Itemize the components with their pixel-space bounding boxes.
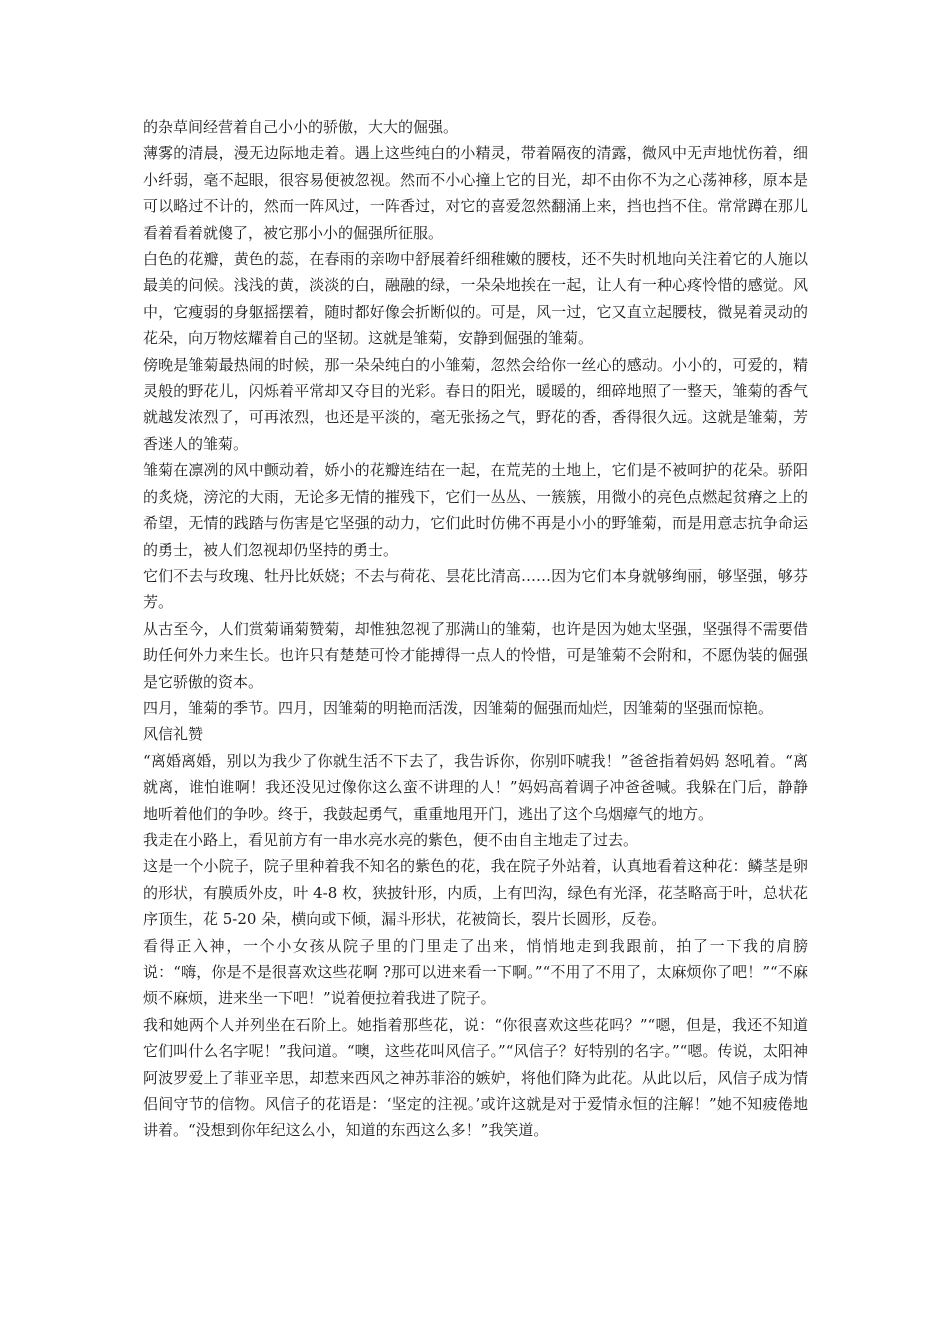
paragraph: 我走在小路上，看见前方有一串水亮水亮的紫色，便不由自主地走了过去。 [143, 830, 639, 849]
paragraph: 它们不去与玫瑰、牡丹比妖娆；不去与荷花、昙花比清高……因为它们本身就够绚丽，够坚强，够芬芳。 [143, 566, 808, 612]
paragraph: 傍晚是雏菊最热闹的时候，那一朵朵纯白的小雏菊，忽然会给你一丝心的感动。小小的，可爱的，精灵般的野花儿，闪烁着平常却又夺目的光彩。春日的阳光，暖暖的，细碎地照了一整天，雏菊的香气就越发浓烈了，可再浓烈，也还是平淡的，毫无张扬之气，野花的香，香得很久远。这就是雏菊，芳香迷人的雏菊。 [143, 355, 808, 453]
paragraph: 雏菊在凛冽的风中颤动着，娇小的花瓣连结在一起，在荒芜的土地上，它们是不被呵护的花朵。骄阳的炙烧，滂沱的大雨，无论多无情的摧残下，它们一丛丛、一簇簇，用微小的亮色点燃起贫瘠之上的希望，无情的践踏与伤害是它坚强的动力，它们此时仿佛不再是小小的野雏菊，而是用意志抗争命运的勇士，被人们忽视却仍坚持的勇士。 [143, 461, 808, 559]
paragraph: 我和她两个人并列坐在石阶上。她指着那些花，说：“你很喜欢这些花吗？”“嗯，但是，我还不知道它们叫什么名字呢！”我问道。“噢，这些花叫风信子。”“风信子？好特别的名字。”“嗯。传说，太阳神阿波罗爱上了菲亚辛思，却惹来西风之神苏菲浴的嫉妒，将他们降为此花。从此以后，风信子成为情侣间守节的信物。风信子的花语是：‘坚定的注视。’或许这就是对于爱情永恒的注解！”她不知疲倦地讲着。“没想到你年纪这么小，知道的东西这么多！”我笑道。 [143, 1015, 808, 1140]
paragraph: 薄雾的清晨，漫无边际地走着。遇上这些纯白的小精灵，带着隔夜的清露，微风中无声地忧伤着，细小纤弱，毫不起眼，很容易便被忽视。然而不小心撞上它的目光，却不由你不为之心荡神移，原本是可以略过不计的，然而一阵风过，一阵香过，对它的喜爱忽然翻涌上来，挡也挡不住。常常蹲在那儿看着看着就傻了，被它那小小的倔强所征服。 [143, 144, 808, 242]
paragraph: 的杂草间经营着自己小小的骄傲，大大的倔强。 [143, 118, 459, 136]
paragraph: “离婚离婚，别以为我少了你就生活不下去了，我告诉你，你别吓唬我！”爸爸指着妈妈 怒吼着。“离就离，谁怕谁啊！我还没见过像你这么蛮不讲理的人！”妈妈高着调子冲爸爸喊。我躲在门后，静静地听着他们的争吵。终于，我鼓起勇气，重重地甩开门，逃出了这个乌烟瘴气的地方。 [143, 751, 808, 823]
document-page [143, 114, 808, 1144]
paragraph: 看得正入神，一个小女孩从院子里的门里走了出来，悄悄地走到我跟前，拍了一下我的肩膀说：“嗨，你是不是很喜欢这些花啊 ?那可以进来看一下啊。”“不用了不用了，太麻烦你了吧！”“不麻烦不麻烦，进来坐一下吧！”说着便拉着我进了院子。 [143, 936, 808, 1008]
paragraph: 这是一个小院子，院子里种着我不知名的紫色的花，我在院子外站着，认真地看着这种花：鳞茎是卵的形状，有膜质外皮，叶 4-8 枚，狭披针形，内质，上有凹沟，绿色有光泽，花茎略高于叶，总状花序顶生，花 5-20 朵，横向或下倾，漏斗形状，花被筒长，裂片长圆形，反卷。 [143, 857, 808, 929]
paragraph: 白色的花瓣，黄色的蕊，在春雨的亲吻中舒展着纤细稚嫩的腰枝，还不失时机地向关注着它的人施以最美的问候。浅浅的黄，淡淡的白，融融的绿，一朵朵地挨在一起，让人有一种心疼怜惜的感觉。风中，它瘦弱的身躯摇摆着，随时都好像会折断似的。可是，风一过，它又直立起腰枝，微晃着灵动的花朵，向万物炫耀着自己的坚韧。这就是雏菊，安静到倔强的雏菊。 [143, 250, 808, 348]
paragraph: 四月，雏菊的季节。四月，因雏菊的明艳而活泼，因雏菊的倔强而灿烂，因雏菊的坚强而惊艳。 [143, 698, 774, 717]
section-heading: 风信礼赞 [143, 725, 204, 744]
paragraph: 从古至今，人们赏菊诵菊赞菊，却惟独忽视了那满山的雏菊，也许是因为她太坚强，坚强得不需要借助任何外力来生长。也许只有楚楚可怜才能搏得一点人的怜惜，可是雏菊不会附和，不愿伪装的倔强是它骄傲的资本。 [143, 619, 808, 691]
